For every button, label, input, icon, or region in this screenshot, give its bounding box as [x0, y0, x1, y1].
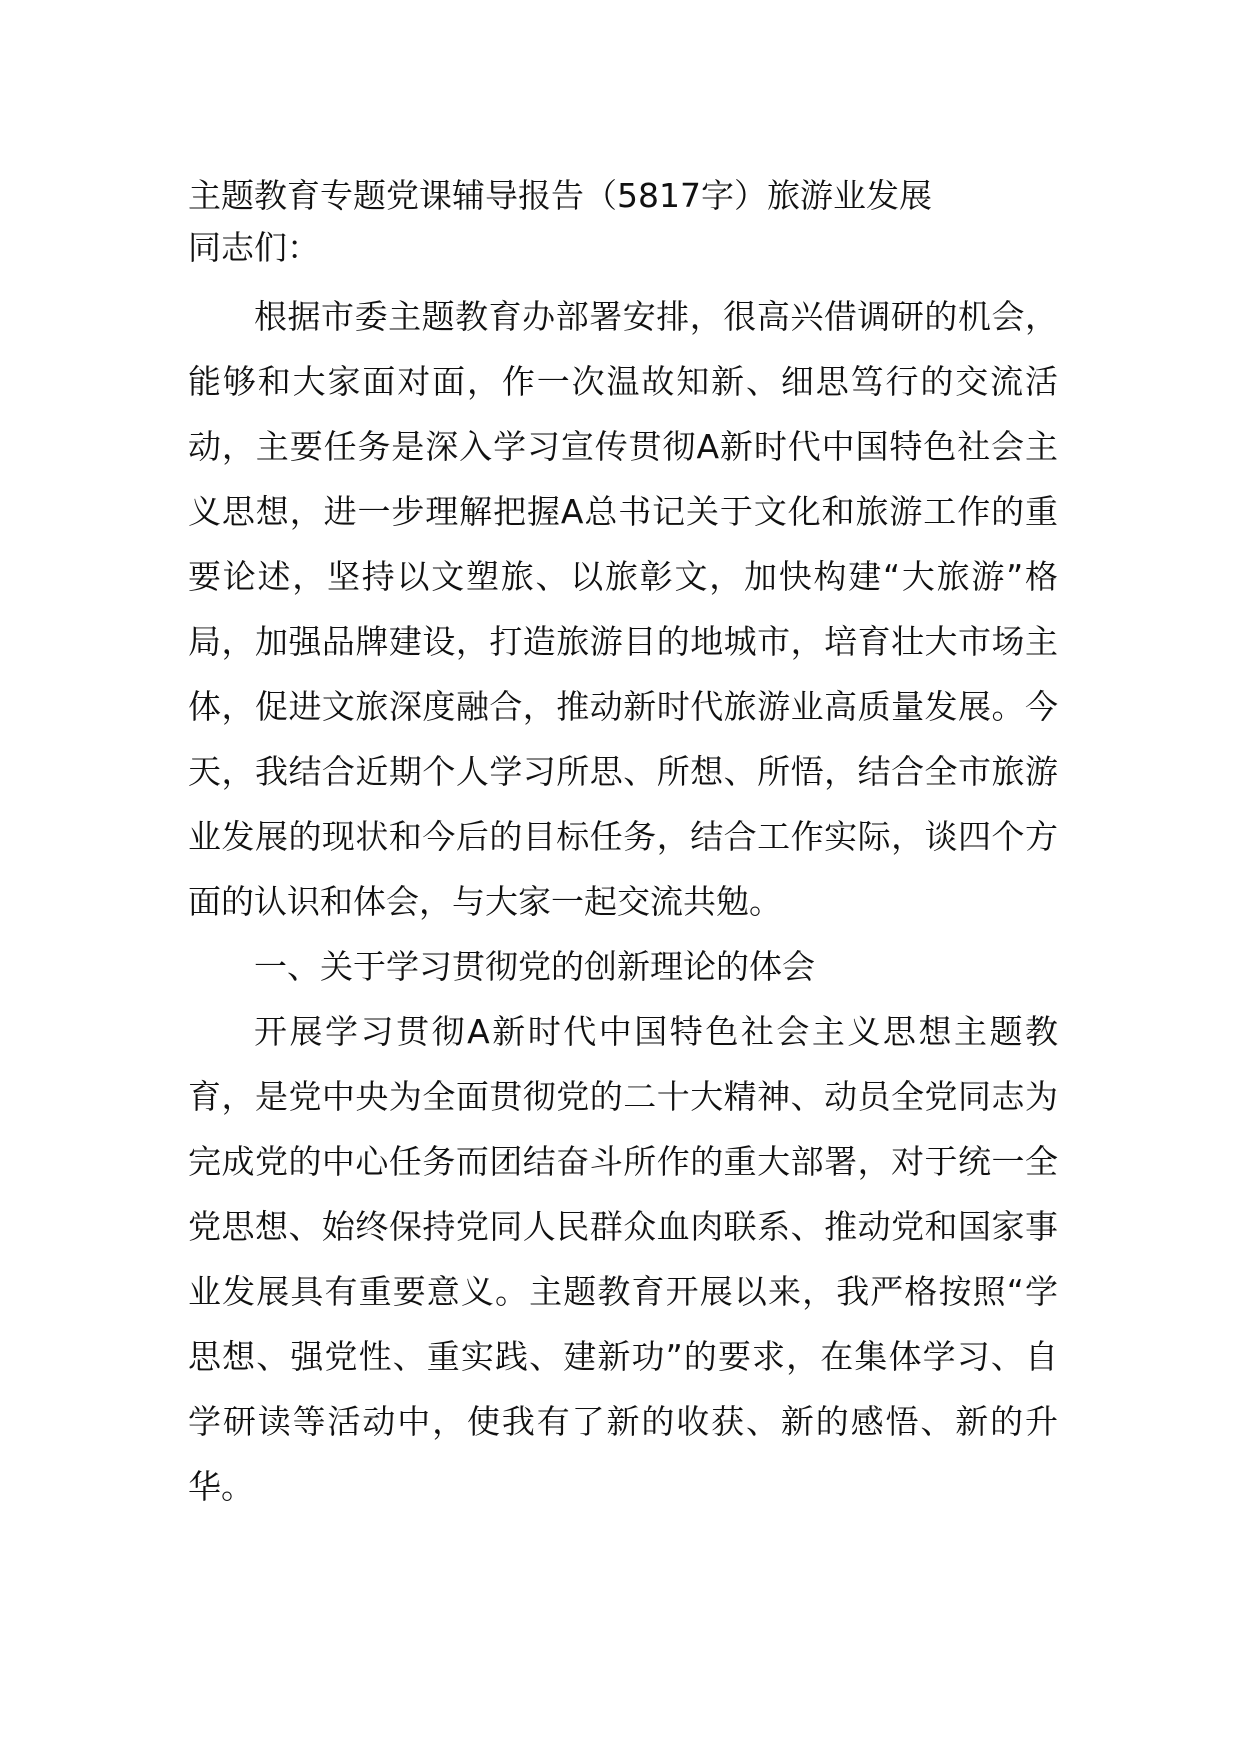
- intro-paragraph: 根据市委主题教育办部署安排，很高兴借调研的机会，能够和大家面对面，作一次温故知新、细思笃行的交流活动，主要任务是深入学习宣传贯彻A新时代中国特色社会主义思想，进一步理解把握A总书记关于文化和旅游工作的重要论述，坚持以文塑旅、以旅彰文，加快构建“大旅游”格局，加强品牌建设，打造旅游目的地城市，培育壮大市场主体，促进文旅深度融合，推动新时代旅游业高质量发展。今天，我结合近期个人学习所思、所想、所悟，结合全市旅游业发展的现状和今后的目标任务，结合工作实际，谈四个方面的认识和体会，与大家一起交流共勉。: [188, 297, 1058, 921]
- document-body: [188, 170, 1058, 1519]
- salutation: 同志们：: [188, 228, 320, 267]
- section-1-paragraph: 开展学习贯彻A新时代中国特色社会主义思想主题教育，是党中央为全面贯彻党的二十大精神、动员全党同志为完成党的中心任务而团结奋斗所作的重大部署，对于统一全党思想、始终保持党同人民群众血肉联系、推动党和国家事业发展具有重要意义。主题教育开展以来，我严格按照“学思想、强党性、重实践、建新功”的要求，在集体学习、自学研读等活动中，使我有了新的收获、新的感悟、新的升华。: [188, 1012, 1058, 1506]
- document-title: 主题教育专题党课辅导报告（5817字）旅游业发展: [188, 176, 932, 215]
- section-heading-1: 一、关于学习贯彻党的创新理论的体会: [254, 947, 815, 986]
